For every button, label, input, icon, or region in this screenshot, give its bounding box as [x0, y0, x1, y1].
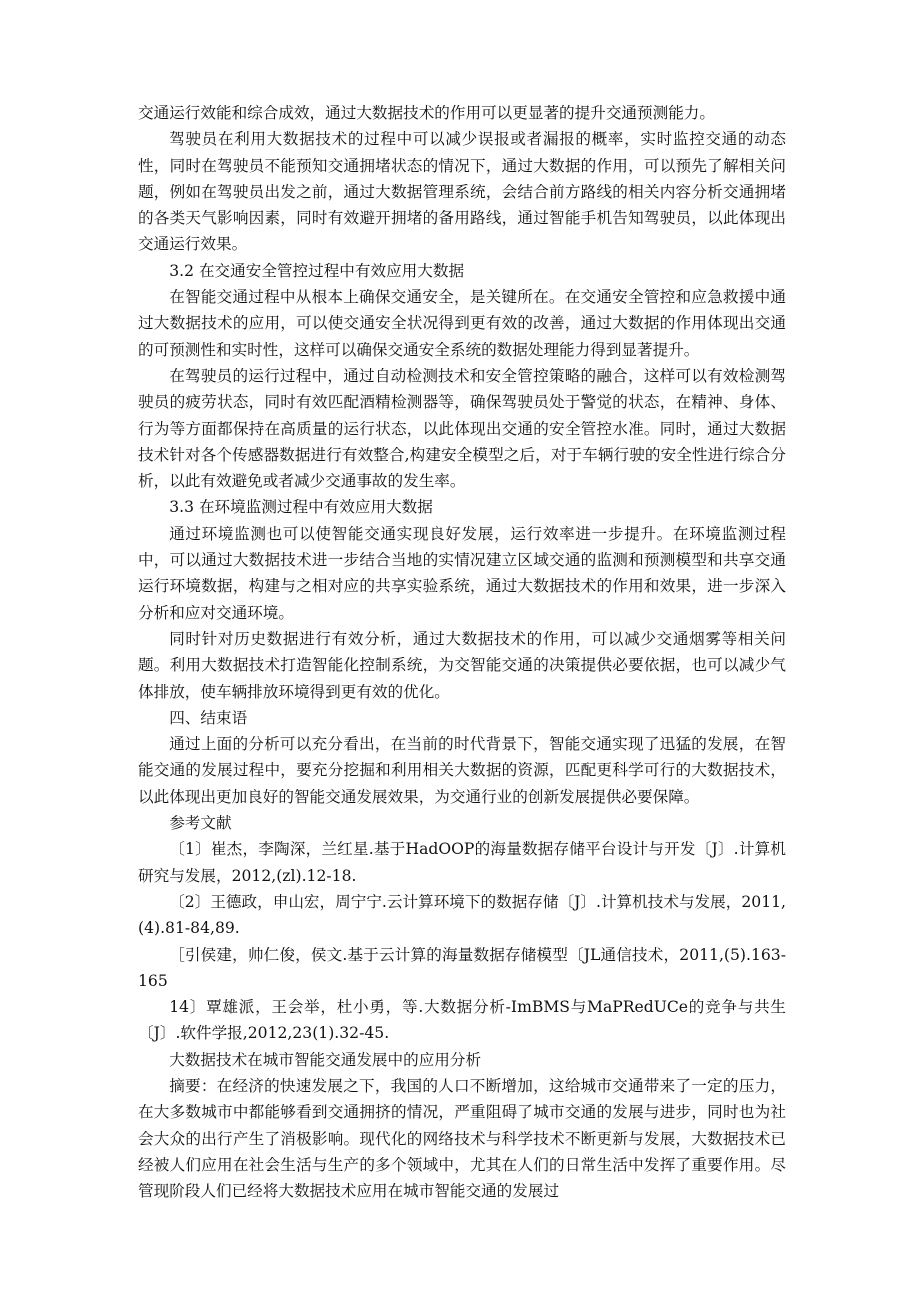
paragraph-conclusion: 通过上面的分析可以充分看出，在当前的时代背景下，智能交通实现了迅猛的发展，在智能交通的发展过程中，要充分挖掘和利用相关大数据的资源，匹配更科学可行的大数据技术，以此体现出更加良好的智能交通发展效果，为交通行业的创新发展提供必要保障。 [138, 735, 786, 806]
reference-item-2: 〔2〕王德政，申山宏，周宁宁.云计算环境下的数据存储〔J〕.计算机技术与发展，2011,(4).81-84,89. [138, 892, 786, 938]
paragraph-historical-data: 同时针对历史数据进行有效分析，通过大数据技术的作用，可以减少交通烟雾等相关问题。利用大数据技术打造智能化控制系统，为交智能交通的决策提供必要依据，也可以减少气体排放，使车辆排放环境得到更有效的优化。 [138, 629, 786, 701]
section-heading-3-2: 3.2 在交通安全管控过程中有效应用大数据 [169, 261, 465, 280]
paragraph-continuation: 交通运行效能和综合成效，通过大数据技术的作用可以更显著的提升交通预测能力。 [138, 104, 715, 122]
paragraph-driver-fatigue: 在驾驶员的运行过程中，通过自动检测技术和安全管控策略的融合，这样可以有效检测驾驶员的疲劳状态，同时有效匹配酒精检测器等，确保驾驶员处于警觉的状态，在精神、身体、行为等方面都保持在高质量的运行状态，以此体现出交通的安全管控水准。同时，通过大数据技术针对各个传感器数据进行有效整合,构建安全模型之后，对于车辆行驶的安全性进行综合分析，以此有效避免或者减少交通事故的发生率。 [138, 366, 786, 491]
reference-item-4: 14〕覃雄派，王会举，杜小勇，等.大数据分析-ImBMS与MaPRedUCe的竞争与共生〔J〕.软件学报,2012,23(1).32-45. [138, 998, 786, 1043]
section-heading-3-3: 3.3 在环境监测过程中有效应用大数据 [169, 498, 433, 517]
paragraph-environment-monitoring: 通过环境监测也可以使智能交通实现良好发展，运行效率进一步提升。在环境监测过程中，可以通过大数据技术进一步结合当地的实情况建立区域交通的监测和预测模型和共享交通运行环境数据，构建与之相对应的共享实验系统，通过大数据技术的作用和效果，进一步深入分析和应对交通环境。 [138, 524, 786, 622]
paragraph-safety-control: 在智能交通过程中从根本上确保交通安全，是关键所在。在交通安全管控和应急救援中通过大数据技术的应用，可以使交通安全状况得到更有效的改善，通过大数据的作用体现出交通的可预测性和实时性，这样可以确保交通安全系统的数据处理能力得到显著提升。 [138, 288, 786, 359]
references-heading: 参考文献 [169, 814, 232, 833]
abstract-paragraph: 摘要：在经济的快速发展之下，我国的人口不断增加，这给城市交通带来了一定的压力，在大多数城市中都能够看到交通拥挤的情况，严重阻碍了城市交通的发展与进步，同时也为社会大众的出行产生了消极影响。现代化的网络技术与科学技术不断更新与发展，大数据技术已经被人们应用在社会生活与生产的多个领域中，尤其在人们的日常生活中发挥了重要作用。尽管现阶段人们已经将大数据技术应用在城市智能交通的发展过 [138, 1076, 786, 1201]
document-body [138, 100, 786, 1204]
section-heading-conclusion: 四、结束语 [169, 708, 248, 727]
article-title: 大数据技术在城市智能交通发展中的应用分析 [169, 1050, 482, 1069]
reference-item-1: 〔1〕崔杰，李陶深，兰红星.基于HadOOP的海量数据存储平台设计与开发〔J〕.计算机研究与发展，2012,(zl).12-18. [138, 840, 786, 885]
reference-item-3: ［引侯建，帅仁俊，侯文.基于云计算的海量数据存储模型〔JL通信技术，2011,(5).163-165 [138, 945, 786, 990]
paragraph-driver-monitoring: 驾驶员在利用大数据技术的过程中可以减少误报或者漏报的概率，实时监控交通的动态性，同时在驾驶员不能预知交通拥堵状态的情况下，通过大数据的作用，可以预先了解相关问题，例如在驾驶员出发之前，通过大数据管理系统，会结合前方路线的相关内容分析交通拥堵的各类天气影响因素，同时有效避开拥堵的备用路线，通过智能手机告知驾驶员，以此体现出交通运行效果。 [138, 130, 786, 254]
